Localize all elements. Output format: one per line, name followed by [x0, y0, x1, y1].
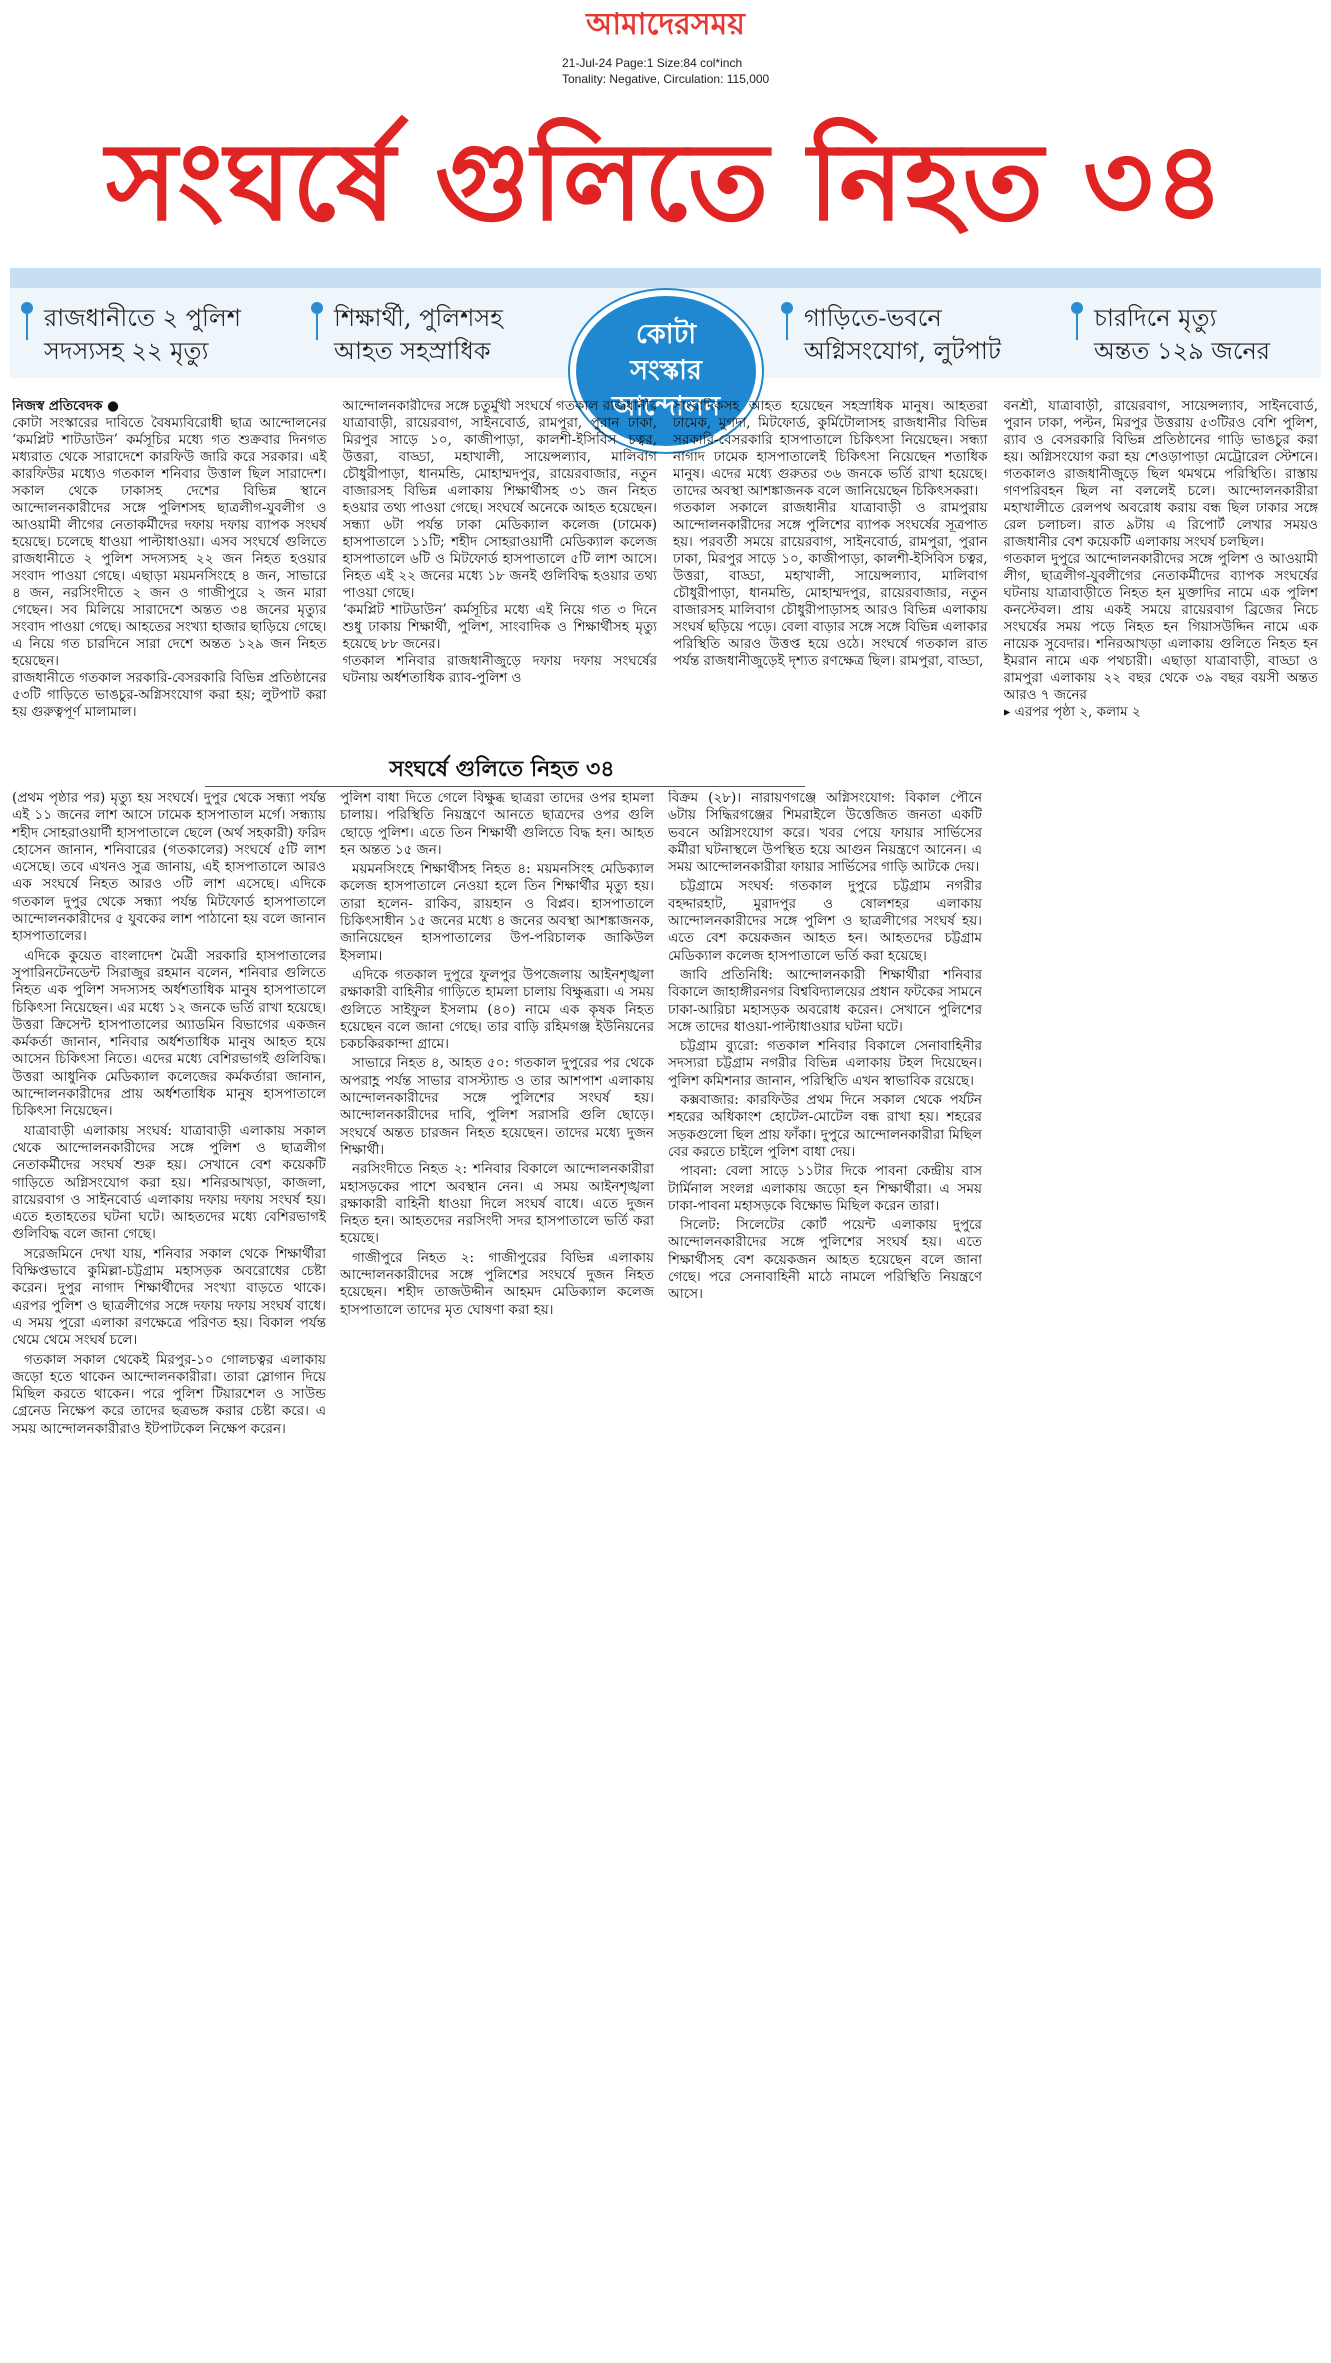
paragraph: গতকাল সকালে রাজধানীর যাত্রাবাড়ী ও রামপুরায় আন্দোলনকারীদের সঙ্গে পুলিশের ব্যাপক সংঘর্ষের সূত্রপাত হয়। পরবর্তী সময়ে রায়েরবাগ, সাইনবোর্ড, রামপুরা, পুরান ঢাকা, মিরপুর সাড়ে ১০, কাজীপাড়া, কালশী-ইসিবিস চত্বর, উত্তরা, বাড্ডা, মহাখালী, সায়েন্সল্যাব, মালিবাগ চৌধুরীপাড়া, ধানমন্ডি, মোহাম্মদপুর, রায়েরবাজার, নতুন বাজারসহ মালিবাগ চৌধুরীপাড়াসহ আরও বিভিন্ন এলাকায় সংঘর্ষ ছড়িয়ে পড়ে। বেলা বাড়ার সঙ্গে সঙ্গে বিভিন্ন এলাকার পরিস্থিতি আরও উত্তপ্ত হয়ে ওঠে। সংঘর্ষে গতকাল রাত পর্যন্ত রাজধানীজুড়েই দৃশ্যত রণক্ষেত্র ছিল। রামপুরা, বাড্ডা,: [673, 500, 988, 669]
highlight-band-top: [10, 268, 1321, 288]
paragraph: যাত্রাবাড়ী এলাকায় সংঘর্ষ: যাত্রাবাড়ী এলাকায় সকাল থেকে আন্দোলনকারীদের সঙ্গে পুলিশ ও ছাত্রলীগ নেতাকর্মীদের সংঘর্ষ শুরু হয়। সেখানে বেশ কয়েকটি গাড়িতে অগ্নিসংযোগ করা হয়। শনিরআখড়া, কাজলা, রায়েরবাগ ও সাইনবোর্ড এলাকায় দফায় দফায় সংঘর্ষ হয়। এতে হতাহতের ঘটনা ঘটে। আহতদের মধ্যে বেশিরভাগই গুলিবিদ্ধ বলে জানা গেছে।: [12, 1122, 326, 1243]
byline: নিজস্ব প্রতিবেদক ●: [12, 398, 119, 414]
paragraph: সাভারে নিহত ৪, আহত ৫০: গতকাল দুপুরের পর থেকে অপরাহ্ণ পর্যন্ত সাভার বাসস্ট্যান্ড ও তার আশপাশ এলাকায় আন্দোলনকারীদের সঙ্গে পুলিশের সংঘর্ষ হয়। আন্দোলনকারীদের দাবি, পুলিশ সরাসরি গুলি ছোড়ে। সংঘর্ষে অন্তত চারজন নিহত হয়েছেন। তাদের মধ্যে দুজন শিক্ষার্থী।: [340, 1055, 654, 1158]
badge-line1: কোটা: [635, 319, 697, 350]
continuation-column-1: [12, 790, 326, 2358]
highlight-4-line2: অন্তত ১২৯ জনের: [1094, 337, 1270, 365]
paragraph: সাংবাদিকসহ আহত হয়েছেন সহস্রাধিক মানুষ। আহতরা ঢামেক, মুগদা, মিটফোর্ড, কুর্মিটোলাসহ রাজধানীর বিভিন্ন সরকারি-বেসরকারি হাসপাতালে চিকিৎসা নিয়েছেন। সন্ধ্যা নাগাদ ঢামেক হাসপাতালেই চিকিৎসা নিয়েছেন শতাধিক মানুষ। এদের মধ্যে গুরুতর ৩৬ জনকে ভর্তি রাখা হয়েছে। তাদের অবস্থা আশঙ্কাজনক বলে জানিয়েছেন চিকিৎসকরা।: [673, 398, 988, 499]
paragraph: কোটা সংস্কারের দাবিতে বৈষম্যবিরোধী ছাত্র আন্দোলনের ‘কমপ্লিট শাটডাউন’ কর্মসূচির মধ্যে গত শুক্রবার দিনগত মধ্যরাত থেকে সারাদেশে কারফিউ জারি করে সরকার। এই কারফিউর মধ্যেও গতকাল শনিবার উত্তাল ছিল সারাদেশ। সকাল থেকে ঢাকাসহ দেশের বিভিন্ন স্থানে আন্দোলনকারীদের সঙ্গে পুলিশসহ ছাত্রলীগ-যুবলীগ ও আওয়ামী লীগের নেতাকর্মীদের দফায় দফায় ব্যাপক সংঘর্ষ হয়েছে। চলেছে ধাওয়া পাল্টাধাওয়া। এসব সংঘর্ষে গুলিতে রাজধানীতে ২ পুলিশ সদস্যসহ ২২ জন নিহত হওয়ার সংবাদ পাওয়া গেছে। এছাড়া ময়মনসিংহে ৪ জন, সাভারে ৪ জন, নরসিংদীতে ২ জন ও গাজীপুরে ২ জন মারা গেছেন। সব মিলিয়ে সারাদেশে অন্তত ৩৪ জনের মৃত্যুর সংবাদ পাওয়া গেছে। আহতের সংখ্যা হাজার ছাড়িয়ে গেছে। এ নিয়ে গত চারদিনে সারা দেশে অন্তত ১২৯ জন নিহত হয়েছেন।: [12, 415, 327, 669]
paragraph: বিক্রম (২৮)। নারায়ণগঞ্জে অগ্নিসংযোগ: বিকাল পৌনে ৬টায় সিদ্ধিরগঞ্জের শিমরাইলে উত্তেজিত জনতা একটি ভবনে অগ্নিসংযোগ করে। খবর পেয়ে ফায়ার সার্ভিসের কর্মীরা ঘটনাস্থলে উপস্থিত হয়ে আগুন নিয়ন্ত্রণে আনেন। এ সময় আন্দোলনকারীরা ফায়ার সার্ভিসের গাড়ি আটকে দেয়।: [668, 790, 982, 876]
paragraph: (প্রথম পৃষ্ঠার পর) মৃত্যু হয় সংঘর্ষে। দুপুর থেকে সন্ধ্যা পর্যন্ত এই ১১ জনের লাশ আসে ঢামেক হাসপাতাল মর্গে। সন্ধ্যায় শহীদ সোহরাওয়ার্দী হাসপাতালে ছেলে (অর্থ সহকারী) ফরিদ হোসেন জানান, শনিবারের (গতকালের) সংঘর্ষে ৫টি লাশ এসেছে। তবে এখনও সুত্র জানায়, এই হাসপাতালে আরও এক সংঘর্ষে নিহত আরও ৩টি লাশ এসেছে। এদিকে গতকাল দুপুর থেকে সন্ধ্যা পর্যন্ত মিটফোর্ড হাসপাতালে আন্দোলনকারীদের ৫ যুবকের লাশ পাঠানো হয় বলে জানান হাসপাতালের।: [12, 790, 326, 945]
paragraph: কক্সবাজার: কারফিউর প্রথম দিনে সকাল থেকে পর্যটন শহরের অধিকাংশ হোটেল-মোটেল বন্ধ রাখা হয়। শহরের সড়কগুলো ছিল প্রায় ফাঁকা। দুপুরে আন্দোলনকারীরা মিছিল বের করতে চাইলে পুলিশ বাধা দেয়।: [668, 1092, 982, 1160]
highlight-2-line2: আহত সহস্রাধিক: [334, 337, 491, 365]
continuation-rule: [205, 786, 805, 787]
highlight-4: [1070, 302, 1270, 368]
highlight-3: [780, 302, 1001, 368]
continued-note: ▸ এরপর পৃষ্ঠা ২, কলাম ২: [1003, 704, 1141, 720]
clip-meta-line2: Tonality: Negative, Circulation: 115,000: [562, 72, 770, 86]
badge-line3: আন্দোলন: [611, 391, 721, 422]
paragraph: পাবনা: বেলা সাড়ে ১১টার দিকে পাবনা কেন্দ্রীয় বাস টার্মিনাল সংলগ্ন এলাকায় জড়ো হন শিক্ষার্থীরা। এ সময় ঢাকা-পাবনা মহাসড়কে বিক্ষোভ মিছিল করেন তারা।: [668, 1163, 982, 1214]
paragraph: জাবি প্রতিনিধি: আন্দোলনকারী শিক্ষার্থীরা শনিবার বিকালে জাহাঙ্গীরনগর বিশ্ববিদ্যালয়ের প্রধান ফটকের সামনে ঢাকা-আরিচা মহাসড়ক অবরোধ করেন। সেখানে পুলিশের সঙ্গে তাদের ধাওয়া-পাল্টাধাওয়ার ঘটনা ঘটে।: [668, 966, 982, 1035]
paragraph: পুলিশ বাধা দিতে গেলে বিক্ষুব্ধ ছাত্ররা তাদের ওপর হামলা চালায়। পরিস্থিতি নিয়ন্ত্রণে আনতে ছাত্রদের ওপর গুলি ছোড়ে পুলিশ। এতে তিন শিক্ষার্থী গুলিতে বিদ্ধ হন। আহত হন অন্তত ১৫ জন।: [340, 790, 654, 858]
continuation-columns: [12, 790, 982, 2358]
paragraph: চট্টগ্রামে সংঘর্ষ: গতকাল দুপুরে চট্টগ্রাম নগরীর বহদ্দারহাট, মুরাদপুর ও ষোলশহর এলাকায় আন্দোলনকারীদের সঙ্গে পুলিশ ও ছাত্রলীগের সংঘর্ষ হয়। এতে বেশ কয়েকজন আহত হন। আহতদের চট্টগ্রাম মেডিক্যাল কলেজ হাসপাতালে ভর্তি করা হয়েছে।: [668, 878, 982, 964]
paragraph: নরসিংদীতে নিহত ২: শনিবার বিকালে আন্দোলনকারীরা মহাসড়কের পাশে অবস্থান নেন। এ সময় আইনশৃঙ্খলা রক্ষাকারী বাহিনী ধাওয়া দিলে সংঘর্ষ বাধে। এতে দুজন নিহত হন। আহতদের নরসিংদী সদর হাসপাতালে ভর্তি করা হয়েছে।: [340, 1161, 654, 1247]
continuation-column-3: [668, 790, 982, 2358]
lead-column-2: [343, 398, 658, 748]
clip-meta-line1: 21-Jul-24 Page:1 Size:84 col*inch: [562, 56, 743, 70]
highlight-2-line1: শিক্ষার্থী, পুলিশসহ: [334, 304, 503, 332]
highlight-1-line1: রাজধানীতে ২ পুলিশ: [44, 304, 241, 332]
lead-story-columns: [12, 398, 1318, 748]
continuation-title: সংঘর্ষে গুলিতে নিহত ৩৪: [389, 756, 615, 782]
paragraph: সরেজমিনে দেখা যায়, শনিবার সকাল থেকে শিক্ষার্থীরা বিক্ষিপ্তভাবে কুমিল্লা-চট্টগ্রাম মহাসড়ক অবরোধের চেষ্টা করেন। দুপুর নাগাদ শিক্ষার্থীদের সংখ্যা বাড়তে থাকে। এরপর পুলিশ ও ছাত্রলীগের সঙ্গে দফায় দফায় সংঘর্ষ বাধে। এ সময় পুরো এলাকা রণক্ষেত্রে পরিণত হয়। বিকাল পর্যন্ত থেমে থেমে সংঘর্ষ চলে।: [12, 1245, 326, 1349]
paragraph: ময়মনসিংহে শিক্ষার্থীসহ নিহত ৪: ময়মনসিংহ মেডিক্যাল কলেজ হাসপাতালে নেওয়া হলে তিন শিক্ষার্থীর মৃত্যু হয়। তারা হলেন- রাকিব, রায়হান ও বিপ্লব। হাসপাতালে চিকিৎসাধীন ১৫ জনের মধ্যে ৪ জনের অবস্থা আশঙ্কাজনক, জানিয়েছেন হাসপাতালের উপ-পরিচালক জাকিউল ইসলাম।: [340, 861, 654, 964]
highlight-3-line2: অগ্নিসংযোগ, লুটপাট: [804, 337, 1001, 365]
badge-line2: সংস্কার: [630, 355, 702, 386]
location-pin-icon: [780, 302, 794, 334]
main-headline: সংঘর্ষে গুলিতে নিহত ৩৪: [105, 119, 1226, 245]
paragraph: রাজধানীতে গতকাল সরকারি-বেসরকারি বিভিন্ন প্রতিষ্ঠানের ৫৩টি গাড়িতে ভাঙচুর-অগ্নিসংযোগ করা হয়; লুটপাট করা হয় গুরুত্বপূর্ণ মালামাল।: [12, 670, 327, 720]
masthead-logo: আমাদেরসময়: [586, 7, 745, 42]
paragraph: আন্দোলনকারীদের সঙ্গে চতুর্মুখী সংঘর্ষে গতকাল রাজধানীর যাত্রাবাড়ী, রায়েরবাগ, সাইনবোর্ড, রামপুরা, পুরান ঢাকা, মিরপুর সাড়ে ১০, কাজীপাড়া, কালশী-ইসিবিস চত্বর, উত্তরা, বাড্ডা, মহাখালী, সায়েন্সল্যাব, মালিবাগ চৌধুরীপাড়া, ধানমন্ডি, মোহাম্মদপুর, রায়েরবাজার, নতুন বাজারসহ বিভিন্ন এলাকায় শিক্ষার্থীসহ ৩১ জন নিহত হওয়ার তথ্য পাওয়া গেছে। সংঘর্ষে অনেকে আহত হয়েছেন। সন্ধ্যা ৬টা পর্যন্ত ঢাকা মেডিক্যাল কলেজ (ঢামেক) হাসপাতালে ১১টি; শহীদ সোহরাওয়ার্দী মেডিক্যাল কলেজ হাসপাতালে ৬টি ও মিটফোর্ড হাসপাতালে ৫টি লাশ আসে। নিহত এই ২২ জনের মধ্যে ১৮ জনই গুলিবিদ্ধ হওয়ার তথ্য পাওয়া গেছে।: [342, 398, 657, 601]
paragraph: এদিকে কুয়েত বাংলাদেশ মৈত্রী সরকারি হাসপাতালের সুপারিনটেনডেন্ট সিরাজুর রহমান বলেন, শনিবার গুলিতে নিহত এক পুলিশ সদস্যসহ অর্ধশতাধিক মানুষ হাসপাতালে চিকিৎসা নিয়েছেন। এর মধ্যে ১২ জনকে ভর্তি রাখা হয়েছে। উত্তরা ক্রিসেন্ট হাসপাতালের অ্যাডমিন বিভাগের একজন কর্মকর্তা জানান, শনিবার অর্ধশতাধিক মানুষ আহত হয়ে আসেন চিকিৎসা নিতে। এদের মধ্যে বেশিরভাগই গুলিবিদ্ধ। উত্তরা আধুনিক মেডিক্যাল কলেজের কর্মকর্তারা জানান, আন্দোলনকারীদের প্রায় অর্ধশতাধিক মানুষ হাসপাতালে চিকিৎসা নিয়েছেন।: [12, 947, 326, 1120]
highlight-4-line1: চারদিনে মৃত্যু: [1094, 304, 1217, 332]
paragraph: ‘কমপ্লিট শাটডাউন’ কর্মসূচির মধ্যে এই নিয়ে গত ৩ দিনে শুধু ঢাকায় শিক্ষার্থী, পুলিশ, সাংবাদিক ও শিক্ষার্থীসহ মৃত্যু হয়েছে ৮৮ জনের।: [342, 602, 657, 652]
paragraph: চট্টগ্রাম ব্যুরো: গতকাল শনিবার বিকালে সেনাবাহিনীর সদস্যরা চট্টগ্রাম নগরীর বিভিন্ন এলাকায় টহল দিয়েছেন। পুলিশ কমিশনার জানান, পরিস্থিতি এখন স্বাভাবিক রয়েছে।: [668, 1038, 982, 1089]
lead-column-4: [1004, 398, 1319, 748]
location-pin-icon: [1070, 302, 1084, 334]
paragraph: গতকাল শনিবার রাজধানীজুড়ে দফায় দফায় সংঘর্ষের ঘটনায় অর্ধশতাধিক র‌্যাব-পুলিশ ও: [342, 653, 657, 686]
lead-column-1: [12, 398, 327, 748]
paragraph: এদিকে গতকাল দুপুরে ফুলপুর উপজেলায় আইনশৃঙ্খলা রক্ষাকারী বাহিনীর গাড়িতে হামলা চালায় বিক্ষুব্ধরা। এ সময় গুলিতে সাইফুল ইসলাম (৪০) নামে এক কৃষক নিহত হয়েছেন বলে জানা গেছে। তার বাড়ি রহিমগঞ্জ ইউনিয়নের চকচকিরকান্দা গ্রামে।: [340, 966, 654, 1053]
lead-column-3: [673, 398, 988, 748]
masthead: [0, 0, 1331, 40]
paragraph: বনশ্রী, যাত্রাবাড়ী, রায়েরবাগ, সায়েন্সল্যাব, সাইনবোর্ড, পুরান ঢাকা, পল্টন, মিরপুর উত্তরায় ৫৩টিরও বেশি পুলিশ, র‌্যাব ও বেসরকারি বিভিন্ন প্রতিষ্ঠানের গাড়ি ভাঙচুর করা হয়। অগ্নিসংযোগ করা হয় শেওড়াপাড়া মেট্রোরেল স্টেশনে। গতকালও রাজধানীজুড়ে ছিল থমথমে পরিস্থিতি। রাস্তায় গণপরিবহন ছিল না বললেই চলে। আন্দোলনকারীরা মহাখালীতে রেলপথ অবরোধ করায় বন্ধ ছিল ঢাকার সঙ্গে রেল চলাচল। রাত ৯টায় এ রিপোর্ট লেখার সময়ও রাজধানীর বেশ কয়েকটি এলাকায় সংঘর্ষ চলছিল।: [1003, 398, 1318, 550]
highlight-1: [20, 302, 241, 368]
paragraph: গাজীপুরে নিহত ২: গাজীপুরের বিভিন্ন এলাকায় আন্দোলনকারীদের সঙ্গে পুলিশের সংঘর্ষে দুজন নিহত হয়েছেন। শহীদ তাজউদ্দীন আহমদ মেডিক্যাল কলেজ হাসপাতালে তাদের মৃত ঘোষণা করা হয়।: [340, 1249, 654, 1318]
highlight-2: [310, 302, 503, 368]
highlight-1-line2: সদস্যসহ ২২ মৃত্যু: [44, 337, 209, 365]
location-pin-icon: [310, 302, 324, 334]
paragraph: সিলেট: সিলেটের কোর্ট পয়েন্ট এলাকায় দুপুরে আন্দোলনকারীদের সঙ্গে পুলিশের সংঘর্ষ হয়। এতে শিক্ষার্থীসহ বেশ কয়েকজন আহত হয়েছেন বলে জানা গেছে। পরে সেনাবাহিনী মাঠে নামলে পরিস্থিতি নিয়ন্ত্রণে আসে।: [668, 1217, 982, 1303]
continuation-column-2: [340, 790, 654, 2358]
paragraph: গতকাল দুপুরে আন্দোলনকারীদের সঙ্গে পুলিশ ও আওয়ামী লীগ, ছাত্রলীগ-যুবলীগের নেতাকর্মীদের ব্যাপক সংঘর্ষের ঘটনায় যাত্রাবাড়ীতে নিহত হন মুক্তাদির নামে এক পুলিশ কনস্টেবল। প্রায় একই সময়ে রায়েরবাগ ব্রিজের নিচে সংঘর্ষের সময় পড়ে নিহত হন গিয়াসউদ্দিন নামে এক নায়েক সুবেদার। শনিরআখড়া এলাকায় গুলিতে নিহত হন ইমরান নামে এক পথচারী। এছাড়া যাত্রাবাড়ী, বাড্ডা ও রামপুরা এলাকায় ২২ বছর থেকে ৩৯ বছর বয়সী অন্তত আরও ৭ জনের: [1003, 551, 1318, 703]
paragraph: গতকাল সকাল থেকেই মিরপুর-১০ গোলচত্বর এলাকায় জড়ো হতে থাকেন আন্দোলনকারীরা। তারা স্লোগান দিয়ে মিছিল করতে থাকেন। পরে পুলিশ টিয়ারশেল ও সাউন্ড গ্রেনেড নিক্ষেপ করে তাদের ছত্রভঙ্গ করার চেষ্টা করে। এ সময় আন্দোলনকারীরাও ইটপাটকেল নিক্ষেপ করেন।: [12, 1351, 326, 1437]
clip-meta: [562, 55, 769, 87]
highlight-3-line1: গাড়িতে-ভবনে: [804, 304, 942, 332]
location-pin-icon: [20, 302, 34, 334]
